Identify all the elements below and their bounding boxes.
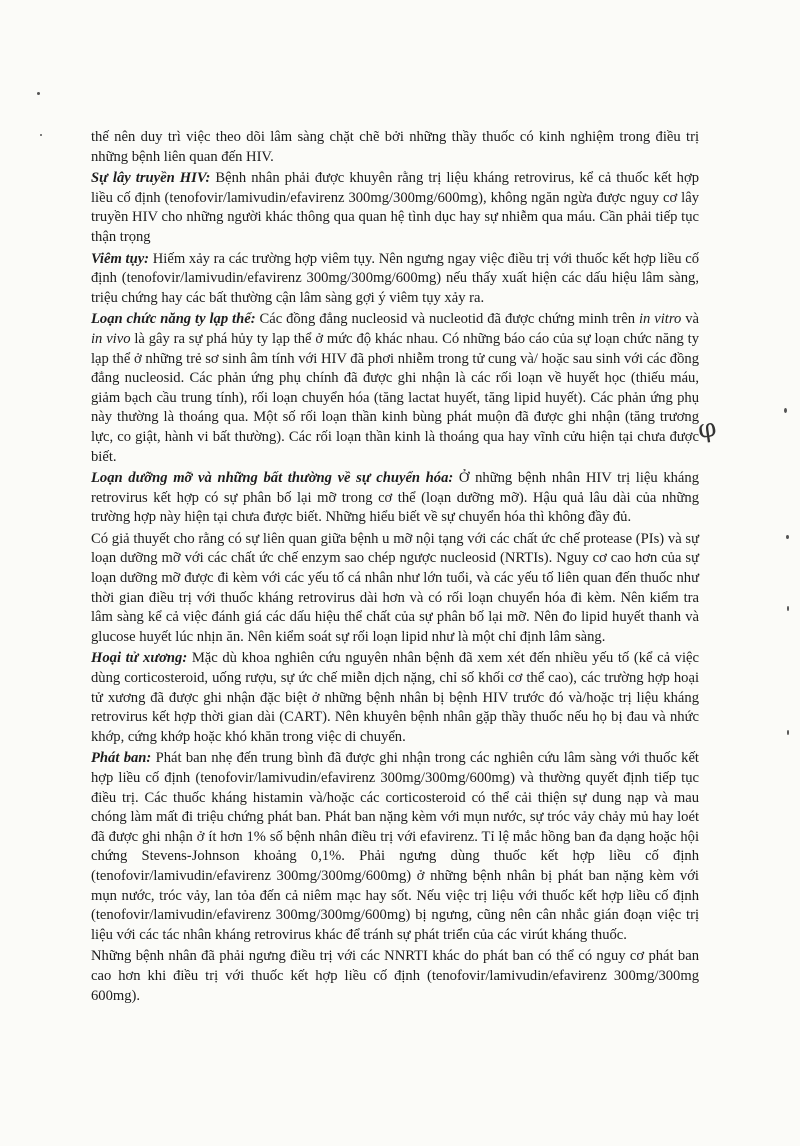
- document-body: [91, 128, 699, 1008]
- section-heading-osteonecrosis: Hoại tử xương:: [91, 650, 188, 667]
- scan-speck: [784, 408, 787, 413]
- paragraph-hiv-transmission: Sự lây truyền HIV: Bệnh nhân phải được khuyên rằng trị liệu kháng retrovirus, kể cả thuốc kết hợp liều cố định (tenofovir/lamivudin/efavirenz 300mg/300mg/600mg), không ngăn ngừa được nguy cơ lây truyền HIV cho những người khác thông qua quan hệ tình dục hay sự nhiễm qua máu. Cần phải tiếp tục thận trọng: [91, 170, 699, 245]
- section-heading-mitochondrial-dysfunction: Loạn chức năng ty lạp thể:: [91, 311, 256, 328]
- section-heading-pancreatitis: Viêm tụy:: [91, 250, 150, 267]
- section-heading-lipodystrophy: Loạn dưỡng mỡ và những bất thường về sự chuyển hóa:: [91, 470, 454, 487]
- scan-speck: [787, 730, 789, 735]
- section-heading-hiv-transmission: Sự lây truyền HIV:: [91, 170, 211, 187]
- handwritten-initial-mark: φ: [696, 412, 719, 446]
- paragraph-lipodystrophy-hypothesis: Có giả thuyết cho rằng có sự liên quan giữa bệnh u mỡ nội tạng với các chất ức chế protease (PIs) và sự loạn dưỡng mỡ với các chất ức chế enzym sao chép ngược nucleosid (NRTIs). Nguy cơ cao hơn của sự loạn dưỡng mỡ được đi kèm với các yếu tố cá nhân như lớn tuổi, và các yếu tố liên quan đến thuốc như thời gian điều trị với thuốc kháng retrovirus dài hơn và có rối loạn chuyển hóa đi kèm. Nên kiểm tra lâm sàng kể cả việc đánh giá các dấu hiệu thể chất của sự phân bố lại mỡ. Nên đo lipid huyết thanh và glucose huyết lúc nhịn ăn. Nên kiểm soát sự rối loạn lipid như là một chỉ định lâm sàng.: [91, 530, 699, 645]
- scan-speck: [787, 606, 789, 611]
- paragraph-lipodystrophy: Loạn dưỡng mỡ và những bất thường về sự chuyển hóa: Ở những bệnh nhân HIV trị liệu kháng retrovirus kết hợp có sự phân bố lại mỡ trong cơ thể (loạn dưỡng mỡ). Hậu quả lâu dài của những trường hợp này hiện tại chưa được biết. Những hiểu biết về sự chuyển hóa thì không đầy đủ.: [91, 470, 699, 526]
- scan-speck: [40, 134, 42, 136]
- paragraph-nnrti-rash: Những bệnh nhân đã phải ngưng điều trị với các NNRTI khác do phát ban có thể có nguy cơ phát ban cao hơn khi điều trị với thuốc kết hợp liều cố định (tenofovir/lamivudin/efavirenz 300mg/300mg 600mg).: [91, 948, 699, 1004]
- paragraph-mitochondrial-dysfunction: Loạn chức năng ty lạp thể: Các đồng đẳng nucleosid và nucleotid đã được chứng minh trên in vitro và in vivo là gây ra sự phá hủy ty lạp thể ở mức độ khác nhau. Có những báo cáo của sự loạn chức năng ty lạp thể ở những trẻ sơ sinh âm tính với HIV đã phơi nhiễm trong tử cung và/ hoặc sau sinh với các đồng đẳng nucleosid. Các phản ứng phụ chính đã được ghi nhận là các rối loạn về huyết học (thiếu máu, giảm bạch cầu trung tính), rối loạn chuyển hóa (tăng lactat huyết, tăng lipid huyết). Các phản ứng phụ này thường là thoáng qua. Một số rối loạn thần kinh bùng phát muộn đã được ghi nhận (tăng trương lực, co giật, hành vi bất thường). Các rối loạn thần kinh là thoáng qua hay vĩnh cửu hiện tại chưa được biết.: [91, 311, 699, 465]
- scan-speck: [37, 92, 40, 95]
- paragraph-rash: Phát ban: Phát ban nhẹ đến trung bình đã được ghi nhận trong các nghiên cứu lâm sàng với thuốc kết hợp liều cố định (tenofovir/lamivudin/efavirenz 300mg/300mg/600mg) và thường quyết định tiếp tục điều trị. Các thuốc kháng histamin và/hoặc các corticosteroid có thể cải thiện sự dung nạp và mau chóng làm mất đi triệu chứng phát ban. Phát ban nặng kèm với mụn nước, sự tróc vảy chảy mủ hay loét đã được ghi nhận ở ít hơn 1% số bệnh nhân điều trị với efavirenz. Tỉ lệ mắc hồng ban đa dạng hoặc hội chứng Stevens-Johnson khoảng 0,1%. Phải ngưng dùng thuốc kết hợp liều cố định (tenofovir/lamivudin/efavirenz 300mg/300mg/600mg) ở những bệnh nhân bị phát ban nặng kèm với mụn nước, tróc vảy, lan tỏa đến cả niêm mạc hay sốt. Nếu việc trị liệu với thuốc kết hợp liều cố định (tenofovir/lamivudin/efavirenz 300mg/300mg/600mg) bị ngưng, cũng nên cân nhắc gián đoạn việc trị liệu với các tác nhân kháng retrovirus khác để tránh sự phát triển của các virút kháng thuốc.: [91, 750, 699, 943]
- section-heading-rash: Phát ban:: [91, 750, 152, 767]
- scan-speck: [786, 535, 789, 539]
- paragraph-osteonecrosis: Hoại tử xương: Mặc dù khoa nghiên cứu nguyên nhân bệnh đã xem xét đến nhiều yếu tố (kể cả việc dùng corticosteroid, uống rượu, sự ức chế miễn dịch nặng, chỉ số khối cơ thể cao), các trường hợp hoại tử xương đã được ghi nhận đặc biệt ở những bệnh nhân bị bệnh HIV trước đó và/hoặc trị liệu kháng retrovirus kết hợp thời gian dài (CART). Nên khuyên bệnh nhân gặp thầy thuốc nếu họ bị đau và nhức khớp, cứng khớp hoặc khó khăn trong việc di chuyển.: [91, 650, 699, 745]
- paragraph-intro: thế nên duy trì việc theo dõi lâm sàng chặt chẽ bởi những thầy thuốc có kinh nghiệm trong điều trị những bệnh liên quan đến HIV.: [91, 129, 699, 165]
- paragraph-pancreatitis: Viêm tụy: Hiếm xảy ra các trường hợp viêm tụy. Nên ngưng ngay việc điều trị với thuốc kết hợp liều cố định (tenofovir/lamivudin/efavirenz 300mg/300mg/600mg) nếu thấy xuất hiện các dấu hiệu lâm sàng, triệu chứng hay các bất thường cận lâm sàng gợi ý viêm tụy xảy ra.: [91, 250, 700, 306]
